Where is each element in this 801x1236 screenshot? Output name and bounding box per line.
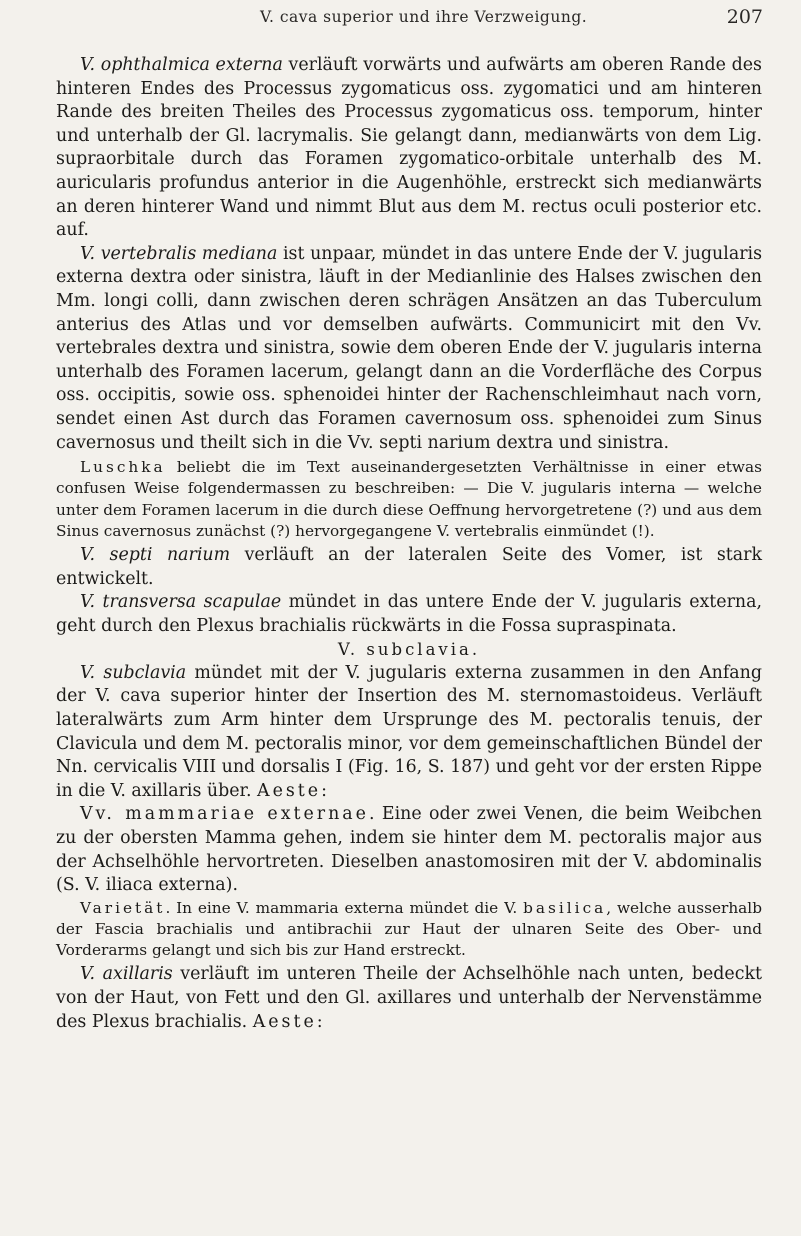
text-varietaet-1: . In eine V. mammaria externa mündet die V. (165, 898, 524, 917)
page-number: 207 (726, 6, 763, 28)
author-luschka: Luschka (80, 458, 166, 477)
text-vertebralis-mediana: ist unpaar, mündet in das untere Ende der V. jugularis externa dextra oder sinistra, läuft in der Medianlinie des Halses zwischen den Mm. longi colli, dann zwischen deren schrägen Ansätzen an das Tuberculum anterius des Atlas und vor demselben aufwärts. Communicirt mit den Vv. vertebrales dextra und sinistra, sowie dem oberen Ende der V. jugularis interna unterhalb des Foramen lacerum, gelangt dann an die Vorderfläche des Corpus oss. occipitis, sowie oss. sphenoidei hinter der Rachenschleimhaut nach vorn, sendet einen Ast durch das Foramen cavernosum oss. sphenoidei zum Sinus cavernosus und theilt sich in die Vv. septi narium dextra und sinistra. (56, 243, 762, 453)
paragraph-subclavia (56, 662, 762, 804)
label-varietaet: Varietät (80, 898, 166, 917)
paragraph-vertebralis-mediana (56, 243, 762, 455)
text-mammariae-externae: . Eine oder zwei Venen, die beim Weibchen zu der obersten Mamma gehen, indem sie hinter dem M. pectoralis major aus der Achselhöhle hervortreten. Dieselben anastomosiren mit der V. abdominalis (S. V. iliaca externa). (56, 804, 762, 896)
text-transversa-scapulae: mündet in das untere Ende der V. jugularis externa, geht durch den Plexus brachialis rückwärts in die Fossa supraspinata. (56, 592, 762, 636)
paragraph-luschka-note (56, 457, 762, 542)
section-heading-subclavia: V. subclavia. (337, 640, 481, 660)
term-vertebralis-mediana: V. vertebralis mediana (80, 243, 278, 264)
body-text (56, 54, 762, 1034)
term-axillaris: V. axillaris (80, 964, 173, 985)
term-basilica: basilica (523, 898, 607, 917)
label-aeste-axillaris: Aeste (252, 1011, 317, 1032)
paragraph-axillaris (56, 963, 762, 1034)
text-axillaris: verläuft im unteren Theile der Achselhöhle nach unten, bedeckt von der Haut, von Fett und den Gl. axillares und unterhalb der Nervenstämme des Plexus brachialis. (56, 964, 762, 1032)
label-aeste-subclavia: Aeste (257, 780, 322, 801)
running-title: V. cava superior und ihre Verzweigung. (260, 8, 588, 26)
term-ophthalmica-externa: V. ophthalmica externa (80, 55, 283, 75)
colon-subclavia: : (321, 780, 327, 801)
text-ophthalmica-externa: verläuft vorwärts und aufwärts am oberen Rande des hinteren Endes des Processus zygomaticus oss. zygomatici und am hinteren Rande des breiten Theiles des Processus zygomaticus oss. temporum, hinter und unterhalb der Gl. lacrymalis. Sie gelangt dann, medianwärts von dem Lig. supraorbitale durch das Foramen zygomatico-orbitale unterhalb des M. auricularis profundus anterior in die Augenhöhle, erstreckt sich medianwärts an deren hinterer Wand und nimmt Blut aus dem M. rectus oculi posterior etc. auf. (56, 55, 762, 241)
text-septi-narium: verläuft an der lateralen Seite des Vomer, ist stark entwickelt. (56, 544, 762, 589)
term-mammariae-externae: Vv. mammariae externae (80, 804, 369, 825)
colon-axillaris: : (316, 1011, 323, 1032)
term-septi-narium: V. septi narium (80, 544, 231, 565)
paragraph-septi-narium (56, 544, 762, 591)
paragraph-varietaet (56, 898, 762, 962)
term-subclavia: V. subclavia (80, 662, 187, 683)
page-header (0, 8, 801, 36)
text-luschka-note: beliebt die im Text auseinandergesetzten Verhältnisse in einer etwas confusen Weise folgendermassen zu beschreiben: — Die V. jugularis interna — welche unter dem Foramen lacerum in die durch diese Oeffnung hervorgetretene (?) und aus dem Sinus cavernosus zunächst (?) hervorgegangene V. vertebralis einmündet (!). (56, 458, 762, 540)
paragraph-mammariae-externae (56, 803, 762, 897)
text-varietaet-2: , welche ausserhalb der Fascia brachialis und antibrachii zur Haut der ulnaren Seite des Ober- und Vorderarms gelangt und sich bis zur Hand erstreckt. (56, 898, 762, 960)
paragraph-ophthalmica-externa (56, 54, 762, 243)
text-subclavia: mündet mit der V. jugularis externa zusammen in den Anfang der V. cava superior hinter der Insertion des M. sternomastoideus. Verläuft lateralwärts zum Arm hinter dem Ursprunge des M. pectoralis tenuis, der Clavicula und dem M. pectoralis minor, vor dem gemeinschaftlichen Bündel der Nn. cervicalis VIII und dorsalis I (Fig. 16, S. 187) und geht vor der ersten Rippe in die V. axillaris über. (56, 662, 762, 801)
paragraph-transversa-scapulae (56, 591, 762, 638)
term-transversa-scapulae: V. transversa scapulae (80, 592, 282, 613)
